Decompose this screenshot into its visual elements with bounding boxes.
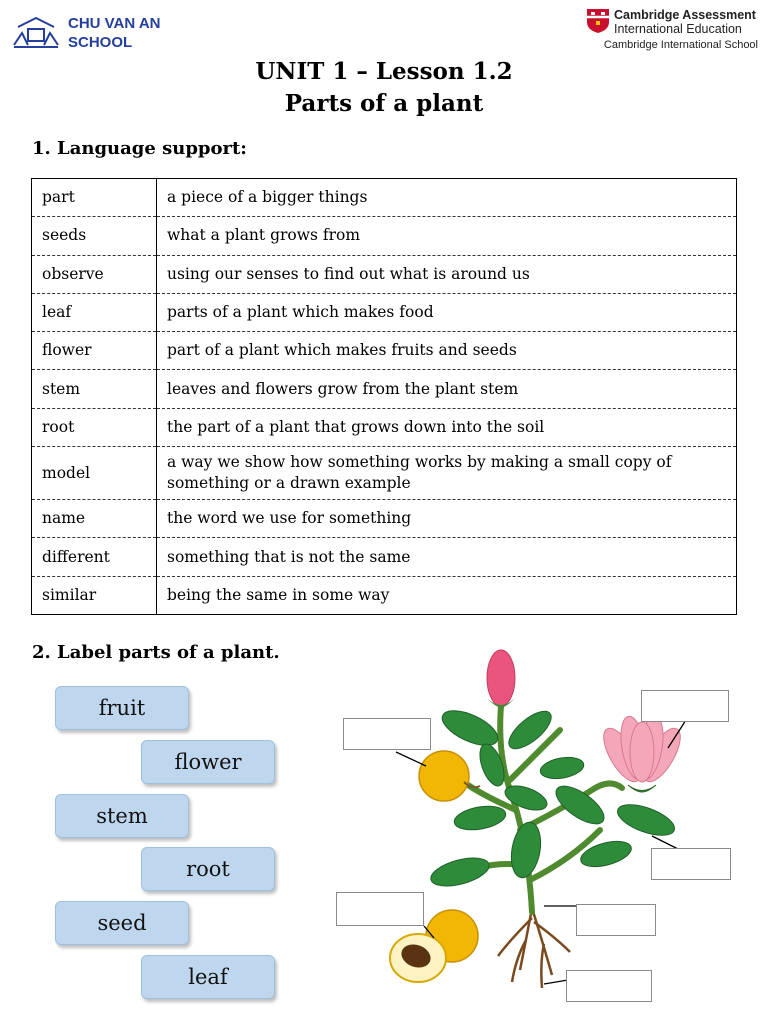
word-card-flower[interactable]: flower bbox=[141, 740, 275, 784]
term-cell: seeds bbox=[32, 217, 157, 255]
term-cell: observe bbox=[32, 255, 157, 293]
label-box-flower[interactable] bbox=[641, 690, 729, 722]
org-subtitle: Cambridge International School bbox=[603, 39, 758, 51]
vocabulary-table bbox=[31, 178, 737, 615]
definition-cell: the part of a plant that grows down into the soil bbox=[167, 417, 545, 436]
word-card-stem[interactable]: stem bbox=[55, 794, 189, 838]
term-cell: different bbox=[32, 538, 157, 576]
cambridge-logo bbox=[586, 8, 758, 51]
org-name-line1: Cambridge Assessment bbox=[614, 8, 756, 22]
school-name-line2: SCHOOL bbox=[68, 34, 133, 51]
table-row bbox=[32, 408, 737, 446]
term-cell: flower bbox=[32, 332, 157, 370]
definition-cell: part of a plant which makes fruits and seeds bbox=[167, 341, 517, 360]
definition-cell: using our senses to find out what is around us bbox=[167, 264, 530, 283]
school-logo bbox=[12, 14, 161, 52]
table-row bbox=[32, 576, 737, 614]
table-row bbox=[32, 293, 737, 331]
table-row bbox=[32, 447, 737, 500]
unit-title: UNIT 1 – Lesson 1.2 bbox=[255, 58, 513, 85]
label-box-fruit[interactable] bbox=[343, 718, 431, 750]
org-name-line2: International Education bbox=[614, 22, 742, 36]
table-row bbox=[32, 370, 737, 408]
cambridge-shield-icon bbox=[586, 8, 610, 34]
fruit-on-branch bbox=[419, 751, 480, 801]
definition-cell: what a plant grows from bbox=[167, 226, 361, 245]
flower-bud bbox=[487, 650, 515, 708]
definition-cell: parts of a plant which makes food bbox=[167, 303, 434, 322]
label-box-stem[interactable] bbox=[576, 904, 656, 936]
term-cell: similar bbox=[32, 576, 157, 614]
table-row bbox=[32, 179, 737, 217]
word-card-leaf[interactable]: leaf bbox=[141, 955, 275, 999]
definition-cell: a piece of a bigger things bbox=[167, 188, 368, 207]
section2-heading: 2. Label parts of a plant. bbox=[32, 642, 280, 663]
definition-cell: a way we show how something works by making a small copy of something or a drawn example bbox=[167, 453, 672, 493]
term-cell: root bbox=[32, 408, 157, 446]
lesson-title: Parts of a plant bbox=[284, 90, 484, 117]
label-box-seed[interactable] bbox=[336, 892, 424, 926]
definition-cell: something that is not the same bbox=[167, 547, 411, 566]
table-row bbox=[32, 538, 737, 576]
table-row bbox=[32, 255, 737, 293]
term-cell: part bbox=[32, 179, 157, 217]
word-card-seed[interactable]: seed bbox=[55, 901, 189, 945]
word-card-root[interactable]: root bbox=[141, 847, 275, 891]
plant-diagram bbox=[330, 640, 742, 1010]
definition-cell: leaves and flowers grow from the plant stem bbox=[167, 379, 519, 398]
roots bbox=[498, 908, 570, 988]
table-row bbox=[32, 500, 737, 538]
open-flower bbox=[597, 714, 688, 792]
table-row bbox=[32, 217, 737, 255]
definition-cell: being the same in some way bbox=[167, 585, 390, 604]
term-cell: name bbox=[32, 500, 157, 538]
term-cell: model bbox=[32, 447, 157, 500]
school-name-line1: CHU VAN AN bbox=[68, 15, 161, 32]
section1-heading: 1. Language support: bbox=[32, 138, 247, 159]
school-emblem-icon bbox=[12, 15, 60, 51]
term-cell: leaf bbox=[32, 293, 157, 331]
table-row bbox=[32, 332, 737, 370]
term-cell: stem bbox=[32, 370, 157, 408]
label-box-leaf[interactable] bbox=[651, 848, 731, 880]
definition-cell: the word we use for something bbox=[167, 509, 412, 528]
word-card-fruit[interactable]: fruit bbox=[55, 686, 189, 730]
label-box-root[interactable] bbox=[566, 970, 652, 1002]
